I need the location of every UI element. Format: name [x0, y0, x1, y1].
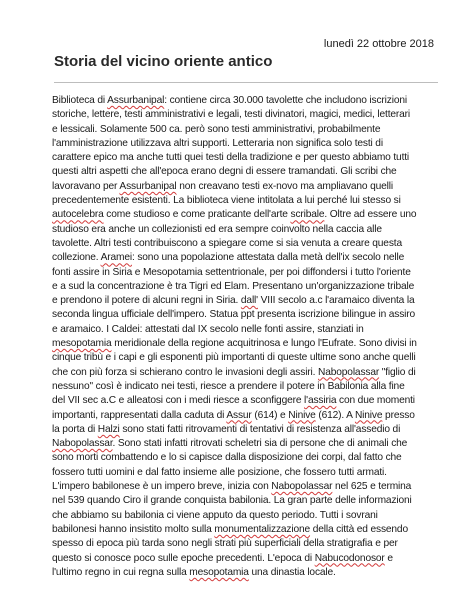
- body-line: nel 539 quando Ciro il grande conquista babilonia. La gran parte delle informazioni: [52, 495, 412, 507]
- note-body[interactable]: [52, 94, 440, 580]
- body-line: L'impero babilonese è un impero breve, inizia con Nabopolassar nel 625 e termina: [52, 481, 412, 493]
- spellcheck-flagged-word: Assurbanipal: [119, 180, 177, 192]
- body-line: babilonesi hanno insistito molto sulla monumentalizzazione della città ed essendo: [52, 523, 408, 535]
- spellcheck-flagged-word: Ninive: [288, 409, 316, 421]
- body-line: spesso di epoca più tarda sono negli strati più superficiali della stratigrafia e per: [52, 538, 398, 550]
- body-line: questo si conosce poco sulle epoche precedenti. L'epoca di Nabucodonosor e: [52, 552, 393, 564]
- title-divider: [54, 82, 438, 83]
- body-line: e aramaico. I Caldei: attestati dal IX secolo nelle fonti assire, stanziati in: [52, 323, 364, 335]
- body-line: precedentemente esistenti. La biblioteca viene intitolata a lui perché lui stesso si: [52, 195, 401, 207]
- body-line: fossero tutti uomini e dal fatto insieme alle posizione, che fossero tutti armati.: [52, 466, 387, 478]
- body-line: che abbiamo su babilonia ci viene apputo da questo periodo. Tutti i sovrani: [52, 509, 378, 521]
- body-line: la porta di Halzi sono stati fatti ritrovamenti di tentativi di resistenza all'assedio di: [52, 423, 401, 435]
- spellcheck-flagged-word: dall': [240, 295, 258, 307]
- spellcheck-flagged-word: Nabopolassar: [318, 366, 380, 378]
- body-line: collezione. Aramei: sono una popolazione attestata dalla metà dell'ix secolo nelle: [52, 252, 405, 264]
- body-line: e prendono il potere di alcuni regni in Siria. dall' VIII secolo a.c l'aramaico diventa la: [52, 295, 415, 307]
- body-line: tavolette. Altri testi contribuiscono a spiegare come si sia venuta a creare questa: [52, 237, 402, 249]
- body-line: e a sud la concentrazione è tra Tigri ed Elam. Presentano un'organizzazione tribale: [52, 280, 415, 292]
- body-line: cinque tribù e i capi e gli esponenti più importanti di queste ultime sono anche quelli: [52, 352, 416, 364]
- body-line: lavoravano per Assurbanipal non creavano testi ex-novo ma ampliavano quelli: [52, 180, 394, 192]
- spellcheck-flagged-word: mesopotamia: [52, 338, 112, 350]
- spellcheck-flagged-word: Assur: [226, 409, 252, 421]
- spellcheck-flagged-word: Nabucodonosor: [314, 552, 385, 564]
- body-line: autocelebra come studioso e come praticante dell'arte scribale. Oltre ad essere uno: [52, 209, 417, 221]
- spellcheck-flagged-word: scribale: [290, 209, 325, 221]
- body-line: e lessicali. Solamente 500 ca. però sono testi amministrativi, probabilmente: [52, 123, 381, 135]
- body-paragraph: [52, 94, 440, 580]
- body-line: nessuno" così è indicato nei testi, riesce a prendere il potere in Babilonia alla fine: [52, 380, 405, 392]
- spellcheck-flagged-word: Assurbanipal: [107, 95, 165, 106]
- body-line: Nabopolassar. Sono stati infatti ritrovati scheletri sia di persone che di animali che: [52, 438, 408, 450]
- body-line: l'ultimo regno in cui regna sulla mesopotamia una dinastia locale.: [52, 566, 336, 578]
- spellcheck-flagged-word: Halzi: [97, 423, 120, 435]
- spellcheck-flagged-word: Aramei: [100, 252, 132, 264]
- spellcheck-flagged-word: monumentalizzazione: [214, 523, 311, 535]
- body-line: fonti assire in Siria e Mesopotamia settentrionale, per poi diffondersi i tutto l'oriente: [52, 266, 411, 278]
- body-line: seconda lingua ufficiale dell'impero. Statua ppt presenta iscrizione bilingue in assiro: [52, 309, 416, 321]
- body-line: sono morti combattendo e lo si capisce dalla disposizione dei corpi, dal fatto che: [52, 452, 402, 464]
- body-line: mesopotamia meridionale della regione acquitrinosa e lungo l'Eufrate. Sono divisi in: [52, 338, 417, 350]
- spellcheck-flagged-word: Nabopolassar: [52, 438, 113, 450]
- body-line: Biblioteca di Assurbanipal: contiene circa 30.000 tavolette che includono iscrizioni: [52, 95, 407, 106]
- body-line: carattere epico ma anche tutti quei testi della tradizione e per questo abbiamo tutti: [52, 152, 410, 164]
- body-line: importanti, rappresentati dalla caduta di Assur (614) e Ninive (612). A Ninive presso: [52, 409, 415, 421]
- spellcheck-flagged-word: mesopotamia: [189, 566, 249, 578]
- body-line: del VII sec a.C e alleatosi con i medi riesce a sconfiggere l'assiria con due momenti: [52, 395, 415, 407]
- note-title: Storia del vicino oriente antico: [54, 53, 273, 70]
- spellcheck-flagged-word: Ninive: [354, 409, 383, 421]
- body-line: questi altri aspetti che all'epoca erano degni di essere tramandati. Gli scribi che: [52, 166, 397, 178]
- body-line: l'amministrazione utilizzava altri supporti. Letteraria non significa solo testi di: [52, 137, 383, 149]
- spellcheck-flagged-word: Nabopolassar: [271, 481, 333, 493]
- body-line: storiche, lettere, testi amministrativi e legali, testi divinatori, magici, medici, letterari: [52, 109, 411, 121]
- body-line: studioso era anche un collezionisti ed era sempre coinvolto nella caccia alle: [52, 223, 382, 235]
- body-line: che con più forza si schierano contro le invasioni degli assiri. Nabopolassar "figlio di: [52, 366, 416, 378]
- note-date: lunedì 22 ottobre 2018: [323, 38, 434, 50]
- spellcheck-flagged-word: l'assiria: [304, 395, 337, 407]
- spellcheck-flagged-word: autocelebra: [52, 209, 104, 221]
